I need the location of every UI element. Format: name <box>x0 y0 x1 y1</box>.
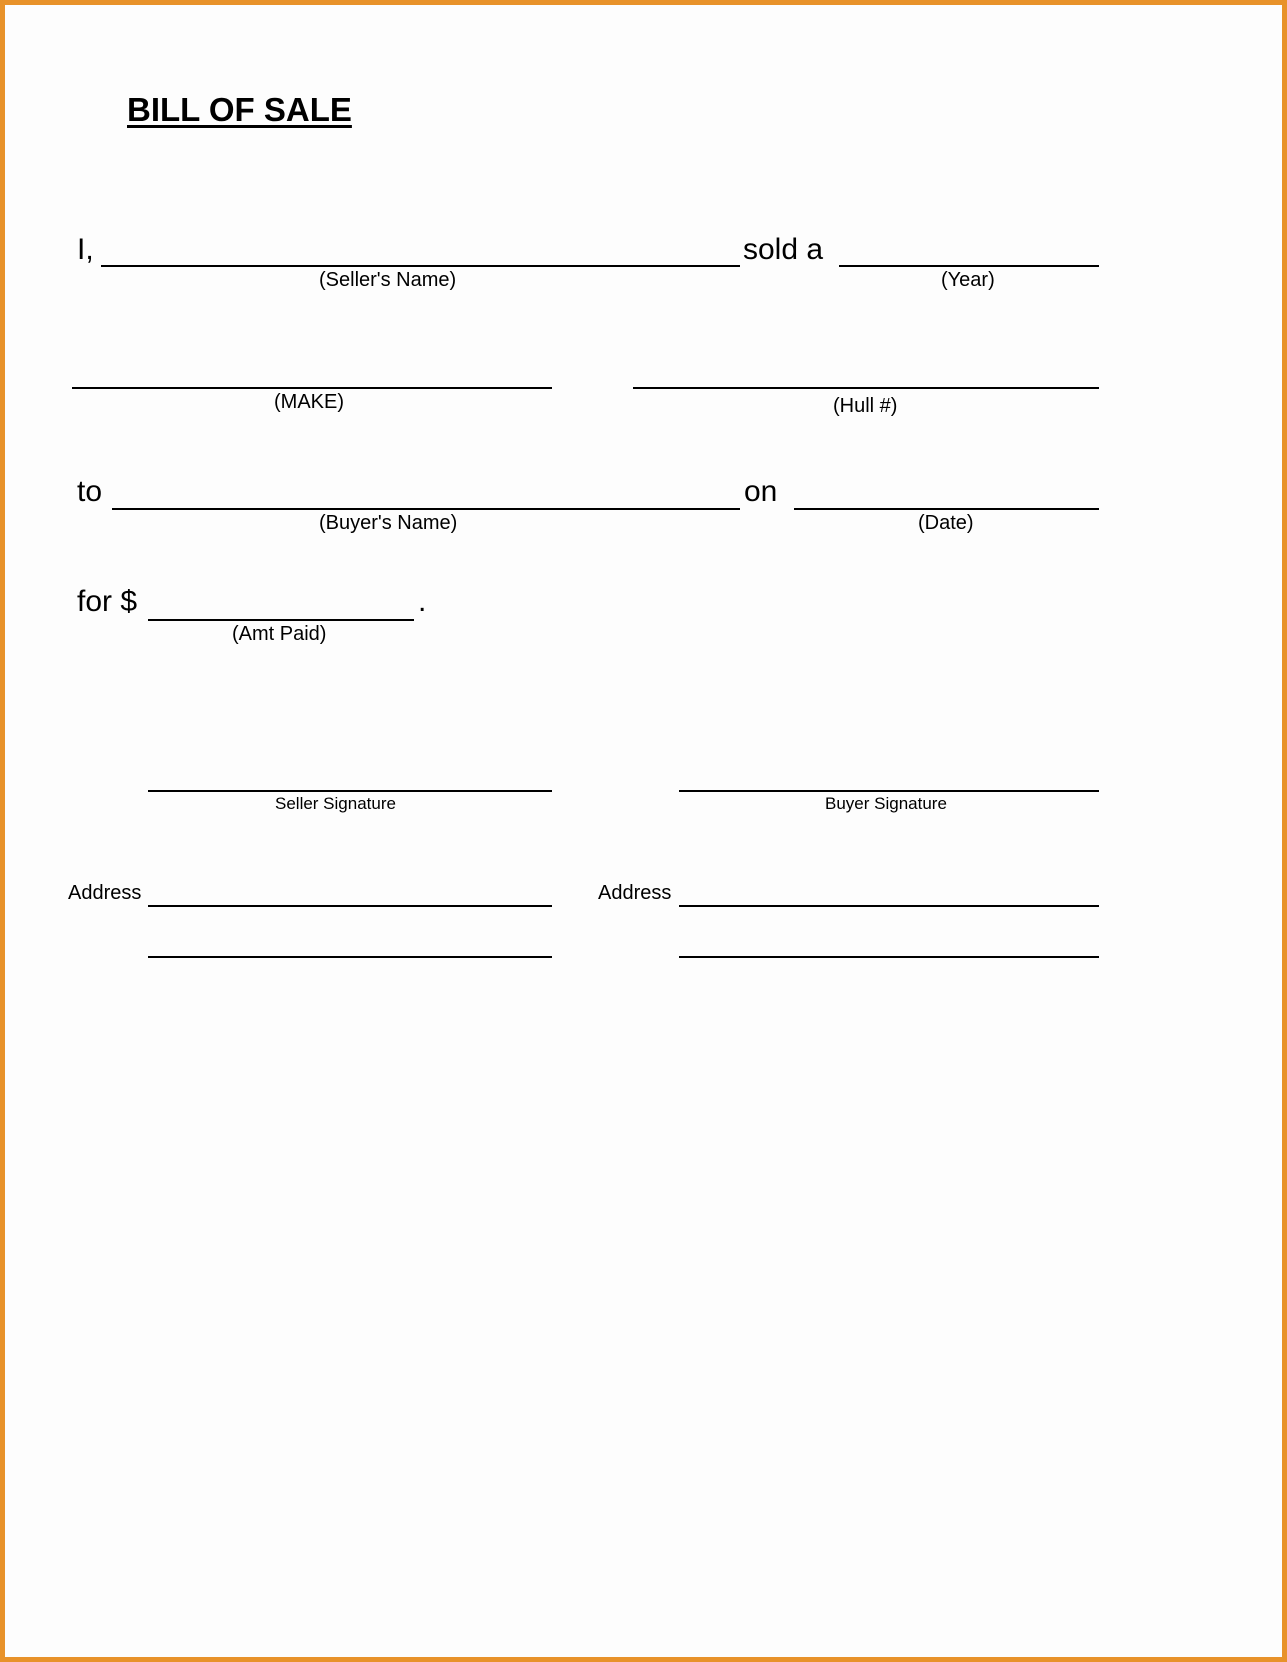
buyer-signature-line[interactable] <box>679 790 1099 792</box>
hull-caption: (Hull #) <box>833 395 898 417</box>
year-line[interactable] <box>839 265 1099 267</box>
on-text: on <box>744 475 778 508</box>
seller-name-caption: (Seller's Name) <box>319 269 457 291</box>
make-caption: (MAKE) <box>274 391 344 413</box>
date-line[interactable] <box>794 508 1099 510</box>
buyer-address-line-2[interactable] <box>679 956 1099 958</box>
amount-suffix: . <box>418 585 427 618</box>
seller-prefix: I, <box>77 233 94 266</box>
seller-name-line[interactable] <box>101 265 740 267</box>
buyer-address-line-1[interactable] <box>679 905 1099 907</box>
seller-address-line-1[interactable] <box>148 905 552 907</box>
amount-caption: (Amt Paid) <box>232 623 327 645</box>
seller-signature-line[interactable] <box>148 790 552 792</box>
buyer-name-caption: (Buyer's Name) <box>319 512 458 534</box>
date-caption: (Date) <box>918 512 974 534</box>
amount-line[interactable] <box>148 619 414 621</box>
buyer-prefix: to <box>77 475 103 508</box>
seller-signature-caption: Seller Signature <box>275 794 396 813</box>
sold-a-text: sold a <box>743 233 824 266</box>
make-line[interactable] <box>72 387 552 389</box>
buyer-signature-caption: Buyer Signature <box>825 794 947 813</box>
year-caption: (Year) <box>941 269 995 291</box>
buyer-address-label: Address <box>598 882 672 904</box>
document-title: BILL OF SALE <box>127 91 352 128</box>
seller-address-label: Address <box>68 882 142 904</box>
seller-address-line-2[interactable] <box>148 956 552 958</box>
buyer-name-line[interactable] <box>112 508 740 510</box>
hull-line[interactable] <box>633 387 1099 389</box>
amount-prefix: for $ <box>77 585 138 618</box>
